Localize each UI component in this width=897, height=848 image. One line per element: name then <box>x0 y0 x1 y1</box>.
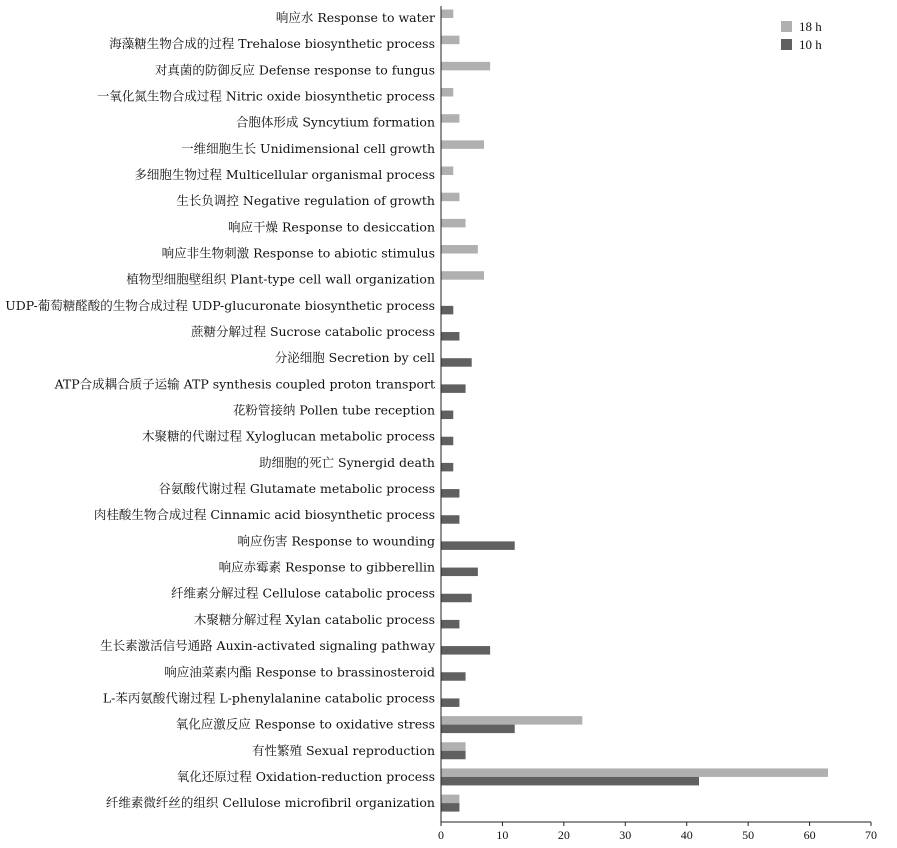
bar-10h-20 <box>441 541 515 550</box>
bar-18h-4 <box>441 114 459 123</box>
category-label: 响应赤霉素 Response to gibberellin <box>218 559 435 575</box>
category-label: 氧化应激反应 Response to oxidative stress <box>175 716 435 732</box>
category-label: UDP-葡萄糖醛酸的生物合成过程 UDP-glucuronate biosynthetic process <box>5 297 435 313</box>
bar-10h-23 <box>441 620 459 629</box>
category-label: 氧化还原过程 Oxidation-reduction process <box>176 768 435 784</box>
bar-10h-18 <box>441 489 459 498</box>
bar-18h-30 <box>441 795 459 804</box>
axes <box>441 6 871 822</box>
x-tick-label: 30 <box>619 828 632 842</box>
bar-18h-27 <box>441 716 582 725</box>
legend-label-10h: 10 h <box>799 37 822 52</box>
category-label: 合胞体形成 Syncytium formation <box>235 114 435 130</box>
category-label: 多细胞生物过程 Multicellular organismal process <box>134 167 435 183</box>
bar-18h-6 <box>441 167 453 176</box>
bar-10h-21 <box>441 568 478 577</box>
bar-10h-26 <box>441 698 459 707</box>
category-label: 生长负调控 Negative regulation of growth <box>176 193 435 209</box>
category-label: L-苯丙氨酸代谢过程 L-phenylalanine catabolic process <box>102 690 435 706</box>
bar-10h-25 <box>441 672 466 681</box>
category-label: 花粉管接纳 Pollen tube reception <box>232 402 435 418</box>
category-label: 肉桂酸生物合成过程 Cinnamic acid biosynthetic process <box>93 507 435 523</box>
legend <box>781 19 822 52</box>
bar-18h-1 <box>441 36 459 45</box>
bar-18h-10 <box>441 271 484 280</box>
bar-10h-29 <box>441 777 699 786</box>
bar-18h-0 <box>441 10 453 19</box>
bar-10h-22 <box>441 594 472 603</box>
category-label: 木聚糖分解过程 Xylan catabolic process <box>193 611 435 627</box>
bar-10h-17 <box>441 463 453 472</box>
x-tick-label: 60 <box>803 828 816 842</box>
category-label: 一氧化氮生物合成过程 Nitric oxide biosynthetic process <box>96 88 435 104</box>
x-tick-label: 50 <box>742 828 755 842</box>
bar-18h-8 <box>441 219 466 228</box>
bar-18h-3 <box>441 88 453 97</box>
x-tick-label: 70 <box>865 828 877 842</box>
category-label: 木聚糖的代谢过程 Xyloglucan metabolic process <box>142 428 435 444</box>
bar-18h-28 <box>441 742 466 751</box>
category-label: 响应水 Response to water <box>275 10 435 25</box>
category-label: 海藻糖生物合成的过程 Trehalose biosynthetic process <box>109 36 435 52</box>
category-label: 响应伤害 Response to wounding <box>237 533 435 549</box>
category-label: 响应油菜素内酯 Response to brassinosteroid <box>164 664 435 680</box>
category-label: 响应干燥 Response to desiccation <box>228 219 435 235</box>
bar-18h-9 <box>441 245 478 254</box>
category-label: 生长素激活信号通路 Auxin-activated signaling pathway <box>100 638 435 654</box>
category-label: 蔗糖分解过程 Sucrose catabolic process <box>190 324 435 340</box>
bar-10h-16 <box>441 437 453 446</box>
legend-label-18h: 18 h <box>799 19 822 34</box>
x-tick-label: 20 <box>557 828 570 842</box>
category-label: 植物型细胞壁组织 Plant-type cell wall organization <box>126 271 435 287</box>
legend-swatch-10h <box>781 39 792 50</box>
category-label: 有性繁殖 Sexual reproduction <box>252 742 435 758</box>
x-axis-ticks <box>438 822 877 842</box>
bar-10h-12 <box>441 332 459 341</box>
x-tick-label: 10 <box>496 828 509 842</box>
bar-18h-29 <box>441 768 828 777</box>
category-label: ATP合成耦合质子运输 ATP synthesis coupled proton transport <box>54 376 435 392</box>
bar-10h-13 <box>441 358 472 367</box>
bar-10h-24 <box>441 646 490 655</box>
bar-10h-28 <box>441 751 466 760</box>
bar-10h-11 <box>441 306 453 315</box>
category-labels <box>5 10 436 810</box>
bar-10h-14 <box>441 384 466 393</box>
category-label: 纤维素分解过程 Cellulose catabolic process <box>171 585 435 601</box>
bar-18h-7 <box>441 193 459 202</box>
category-label: 响应非生物刺激 Response to abiotic stimulus <box>161 245 435 261</box>
x-tick-label: 0 <box>438 828 444 842</box>
legend-swatch-18h <box>781 21 792 32</box>
bars-layer <box>441 10 828 812</box>
category-label: 一维细胞生长 Unidimensional cell growth <box>181 140 435 156</box>
bar-10h-15 <box>441 411 453 420</box>
bar-10h-19 <box>441 515 459 524</box>
bar-10h-27 <box>441 725 515 734</box>
category-label: 助细胞的死亡 Synergid death <box>259 454 435 470</box>
bar-10h-30 <box>441 803 459 812</box>
bar-18h-2 <box>441 62 490 70</box>
category-label: 谷氨酸代谢过程 Glutamate metabolic process <box>158 481 435 497</box>
bar-18h-5 <box>441 140 484 149</box>
x-tick-label: 40 <box>680 828 693 842</box>
category-label: 对真菌的防御反应 Defense response to fungus <box>154 62 435 78</box>
category-label: 分泌细胞 Secretion by cell <box>274 350 435 366</box>
category-label: 纤维素微纤丝的组织 Cellulose microfibril organization <box>105 795 435 811</box>
